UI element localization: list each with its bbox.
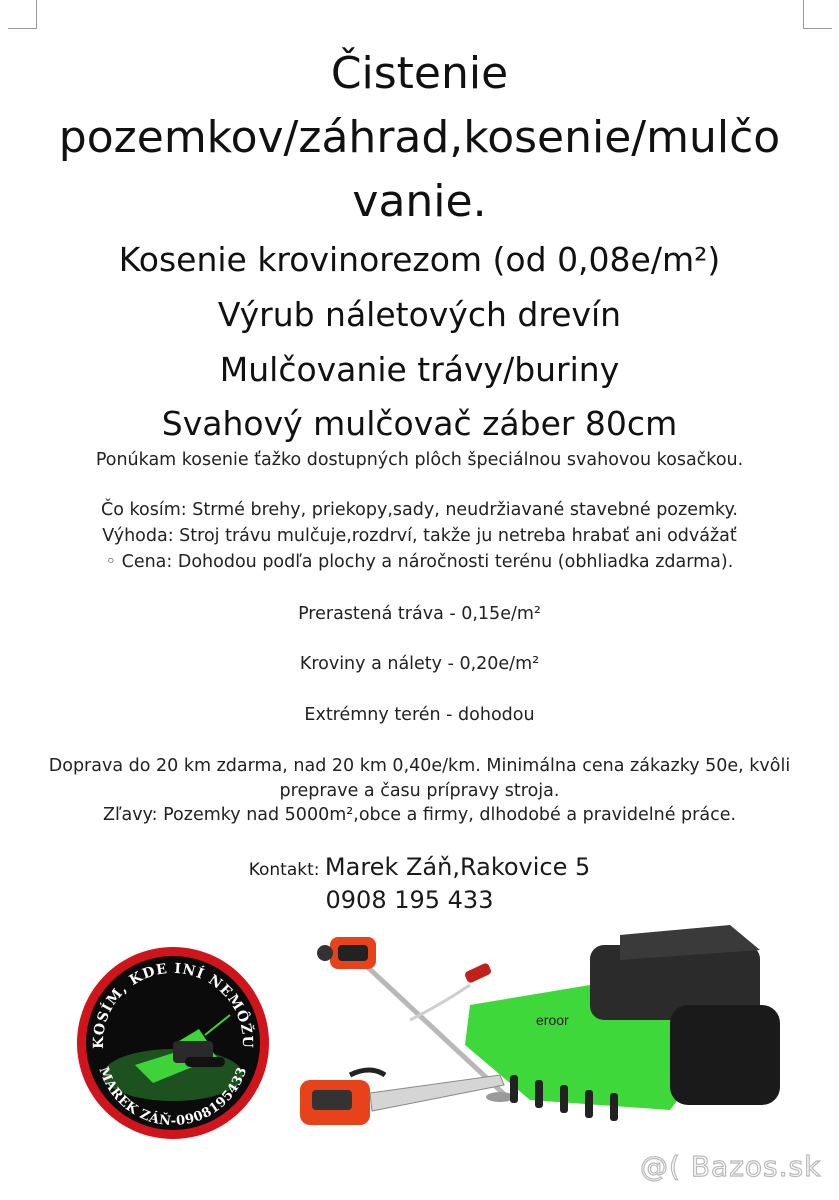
crop-mark-top-left bbox=[8, 0, 37, 29]
chainsaw-icon bbox=[300, 1070, 504, 1125]
detail-what: Čo kosím: Strmé brehy, priekopy,sady, neudržiavané stavebné pozemky. bbox=[101, 500, 738, 520]
service-brush-cutting: Kosenie krovinorezom (od 0,08e/m²) bbox=[118, 240, 721, 279]
page-title bbox=[0, 42, 839, 234]
crop-mark-top-right bbox=[803, 0, 832, 29]
business-logo bbox=[75, 945, 271, 1141]
price-extreme: Extrémny terén - dohodou bbox=[304, 705, 535, 725]
logo-top-text: KOSÍM, KDE INÍ NEMÔŽU bbox=[90, 960, 256, 1049]
discount-line: Zľavy: Pozemky nad 5000m²,obce a firmy, dlhodobé a pravidelné práce. bbox=[102, 805, 737, 825]
intro-text: Ponúkam kosenie ťažko dostupných plôch špeciálnou svahovou kosačkou. bbox=[95, 450, 744, 470]
service-mulching: Mulčovanie trávy/buriny bbox=[219, 350, 620, 389]
price-shrubs: Kroviny a nálety - 0,20e/m² bbox=[299, 654, 540, 674]
service-slope-mulcher: Svahový mulčovač záber 80cm bbox=[161, 404, 678, 443]
title-line-1: Čistenie bbox=[330, 48, 509, 99]
transport-line-2: preprave a času prípravy stroja. bbox=[279, 781, 560, 801]
detail-advantage: Výhoda: Stroj trávu mulčuje,rozdrví, takže ju netreba hrabať ani odvážať bbox=[102, 526, 737, 546]
bazos-watermark: @( Bazos.sk bbox=[640, 1150, 822, 1183]
contact-name: Marek Záň,Rakovice 5 bbox=[324, 853, 591, 881]
slope-mulcher-icon bbox=[465, 925, 780, 1121]
contact-block bbox=[0, 852, 839, 915]
contact-label: Kontakt: bbox=[248, 860, 320, 880]
contact-phone[interactable]: 0908 195 433 bbox=[325, 886, 494, 914]
detail-price: ◦ Cena: Dohodou podľa plochy a náročnosti terénu (obhliadka zdarma). bbox=[105, 552, 734, 572]
mulcher-brand: eroor bbox=[536, 1012, 569, 1028]
title-line-2: pozemkov/záhrad,kosenie/mulčo bbox=[58, 112, 781, 163]
service-tree-removal: Výrub náletových drevín bbox=[217, 295, 622, 334]
logo-bottom-text: MAREK ZÁŇ-0908195433 bbox=[95, 1064, 251, 1130]
machines-photo bbox=[290, 925, 790, 1150]
transport-line-1: Doprava do 20 km zdarma, nad 20 km 0,40e/km. Minimálna cena zákazky 50e, kvôli bbox=[48, 756, 791, 776]
price-grass: Prerastená tráva - 0,15e/m² bbox=[298, 604, 541, 624]
title-line-3: vanie. bbox=[352, 176, 487, 227]
